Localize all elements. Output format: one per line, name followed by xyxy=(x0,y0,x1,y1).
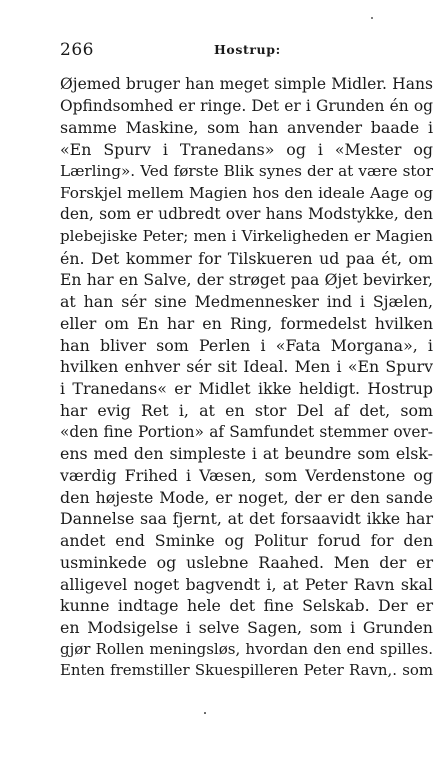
text-line: en Modsigelse i selve Sagen, som i Grunden xyxy=(60,617,433,637)
text-line: Lærling». Ved første Blik synes der at være stor xyxy=(60,161,433,180)
paper-speck xyxy=(371,17,373,19)
text-line: «den fine Portion» af Samfundet stemmer over- xyxy=(60,422,433,441)
text-line: alligevel noget bagvendt i, at Peter Ravn skal xyxy=(60,574,433,594)
text-line: den højeste Mode, er noget, der er den sande xyxy=(60,487,433,507)
text-line: Forskjel mellem Magien hos den ideale Aage og xyxy=(60,183,433,202)
text-line: kunne indtage hele det fine Selskab. Der er xyxy=(60,596,433,616)
text-line: én. Det kommer for Tilskueren ud paa ét, om xyxy=(60,248,433,268)
text-line: Enten fremstiller Skuespilleren Peter Ravn,. som xyxy=(60,661,433,680)
text-line: han bliver som Perlen i «Fata Morgana», i xyxy=(60,335,433,355)
text-line: den, som er udbredt over hans Modstykke, den xyxy=(60,205,433,224)
text-line: Øjemed bruger han meget simple Midler. Hans xyxy=(60,75,433,93)
text-line: andet end Sminke og Politur forud for den xyxy=(60,531,433,551)
text-line: Opfindsomhed er ringe. Det er i Grunden én og xyxy=(60,96,433,115)
page-number: 266 xyxy=(60,40,94,60)
text-line: «En Spurv i Tranedans» og i «Mester og xyxy=(60,140,433,160)
text-line: plebejiske Peter; men i Virkeligheden er Magien xyxy=(60,227,433,246)
paper-speck xyxy=(204,712,206,714)
text-line: værdig Frihed i Væsen, som Verdenstone og xyxy=(60,465,433,485)
text-line: hvilken enhver sér sit Ideal. Men i «En Spurv xyxy=(60,357,433,377)
text-line: usminkede og uslebne Raahed. Men der er xyxy=(60,552,433,572)
page-header xyxy=(60,40,390,64)
text-line: at han sér sine Medmennesker ind i Sjælen, xyxy=(60,292,433,312)
text-line: har evig Ret i, at en stor Del af det, som xyxy=(60,400,433,420)
text-line: ens med den simpleste i at beundre som elsk- xyxy=(60,444,433,464)
text-line: En har en Salve, der strøget paa Øjet bevirker, xyxy=(60,270,433,290)
text-line: samme Maskine, som han anvender baade i xyxy=(60,118,433,138)
text-line: i Tranedans« er Midlet ikke heldigt. Hostrup xyxy=(60,379,433,399)
text-line: gjør Rollen meningsløs, hvordan den end spilles. xyxy=(60,639,433,658)
body-text xyxy=(60,74,433,682)
running-head: Hostrup: xyxy=(214,42,281,57)
text-line: Dannelse saa fjernt, at det forsaavidt ikke har xyxy=(60,509,433,529)
text-line: eller om En har en Ring, formedelst hvilken xyxy=(60,313,433,333)
